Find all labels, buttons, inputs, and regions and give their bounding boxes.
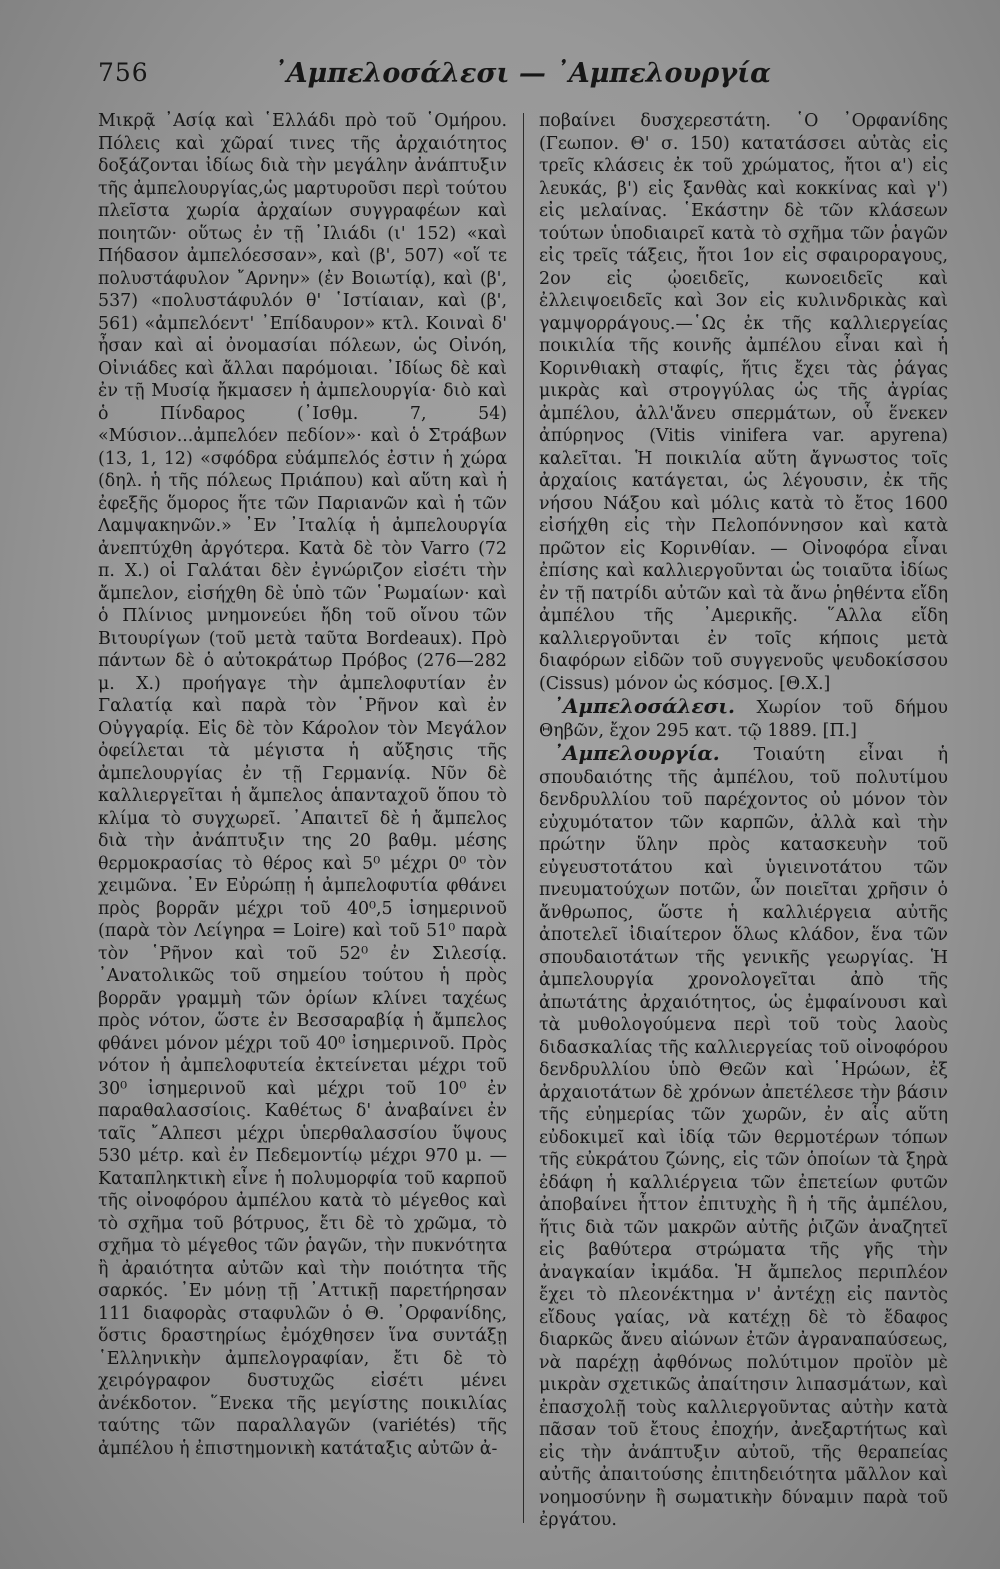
page-header bbox=[98, 54, 946, 100]
entry-headword: ᾿Αμπελουργία. bbox=[553, 741, 720, 765]
entry-body: Χωρίον τοῦ δήμου Θηβῶν, ἔχον 295 κατ. τῷ 1889. [Π.] bbox=[539, 698, 948, 741]
left-column bbox=[98, 110, 507, 1530]
page-number: 756 bbox=[98, 58, 149, 87]
running-title: ᾿Αμπελοσάλεσι — ᾿Αμπελουργία bbox=[273, 58, 771, 89]
entry-ampelosalesi bbox=[539, 695, 948, 742]
entry-headword: ᾿Αμπελοσάλεσι. bbox=[553, 694, 736, 718]
left-column-text: Μικρᾷ ᾿Ασίᾳ καὶ ῾Ελλάδι πρὸ τοῦ ῾Ομήρου. Πόλεις καὶ χῶραί τινες τῆς ἀρχαιότητος δοξάζονται ἰδίως διὰ τὴν μεγάλην ἀνάπτυξιν τῆς ἀμπελουργίας,ὡς μαρτυροῦσι περὶ τούτου πλεῖστα χωρία ἀρχαίων συγγραφέων καὶ ποιητῶν· οὕτως ἐν τῇ ᾿Ιλιάδι (ι' 152) «καὶ Πήδασον ἀμπελόεσσαν», καὶ (β', 507) «οἵ τε πολυστάφυλον ῎Αρνην» (ἐν Βοιωτίᾳ), καὶ (β', 537) «πολυστάφυλόν θ' ῾Ιστίαιαν, καὶ (β', 561) «ἀμπελόεντ' ᾿Επίδαυρον» κτλ. Κοιναὶ δ' ἦσαν καὶ αἱ ὀνομασίαι πόλεων, ὡς Οἰνόη, Οἰνιάδες καὶ ἄλλαι παρόμοιαι. ᾿Ιδίως δὲ καὶ ἐν τῇ Μυσίᾳ ἤκμασεν ἡ ἀμπελουργία· διὸ καὶ ὁ Πίνδαρος (᾿Ισθμ. 7, 54) «Μύσιον...ἀμπελόεν πεδίον»· καὶ ὁ Στράβων (13, 1, 12) «σφόδρα εὐάμπελός ἐστιν ἡ χώρα (δηλ. ἡ τῆς πόλεως Πριάπου) καὶ αὕτη καὶ ἡ ἐφεξῆς ὅμορος ἥτε τῶν Παριανῶν καὶ ἡ τῶν Λαμψακηνῶν.» ᾿Εν ᾿Ιταλίᾳ ἡ ἀμπελουργία ἀνεπτύχθη ἀργότερα. Κατὰ δὲ τὸν Varro (72 π. Χ.) οἱ Γαλάται δὲν ἐγνώριζον εἰσέτι τὴν ἄμπελον, εἰσήχθη δὲ ὑπὸ τῶν ῾Ρωμαίων· καὶ ὁ Πλίνιος μνημονεύει ἤδη τοῦ οἴνου τῶν Βιτουρίγων (τοῦ μετὰ ταῦτα Bordeaux). Πρὸ πάντων δὲ ὁ αὐτοκράτωρ Πρόβος (276—282 μ. Χ.) προήγαγε τὴν ἀμπελοφυτίαν ἐν Γαλατίᾳ καὶ παρὰ τὸν ῾Ρῆνον καὶ ἐν Οὐγγαρίᾳ. Εἰς δὲ τὸν Κάρολον τὸν Μεγάλον ὀφείλεται τὰ μέγιστα ἡ αὔξησις τῆς ἀμπελουργίας ἐν τῇ Γερμανίᾳ. Νῦν δὲ καλλιεργεῖται ἡ ἄμπελος ἁπανταχοῦ ὅπου τὸ κλίμα τὸ συγχωρεῖ. ᾿Απαιτεῖ δὲ ἡ ἄμπελος διὰ τὴν ἀνάπτυξιν της 20 βαθμ. μέσης θερμοκρασίας τὸ θέρος καὶ 5⁰ μέχρι 0⁰ τὸν χειμῶνα. ᾿Εν Εὐρώπῃ ἡ ἀμπελοφυτία φθάνει πρὸς βορρᾶν μέχρι τοῦ 40⁰,5 ἰσημερινοῦ (παρὰ τὸν Λείγηρα = Loire) καὶ τοῦ 51⁰ παρὰ τὸν ῾Ρῆνον καὶ τοῦ 52⁰ ἐν Σιλεσίᾳ. ᾿Ανατολικῶς τοῦ σημείου τούτου ἡ πρὸς βορρᾶν γραμμὴ τῶν ὁρίων κλίνει ταχέως πρὸς νότον, ὥστε ἐν Βεσσαραβίᾳ ἡ ἄμπελος φθάνει μόνον μέχρι τοῦ 40⁰ ἰσημερινοῦ. Πρὸς νότον ἡ ἀμπελοφυτεία ἐκτείνεται μέχρι τοῦ 30⁰ ἰσημερινοῦ καὶ μέχρι τοῦ 10⁰ ἐν παραθαλασσίοις. Καθέτως δ' ἀναβαίνει ἐν ταῖς ῎Αλπεσι μέχρι ὑπερθαλασσίου ὕψους 530 μέτρ. καὶ ἐν Πεδεμοντίῳ μέχρι 970 μ. — Καταπληκτικὴ εἶνε ἡ πολυμορφία τοῦ καρποῦ τῆς οἰνοφόρου ἀμπέλου κατὰ τὸ μέγεθος καὶ τὸ σχῆμα τοῦ βότρυος, ἔτι δὲ τὸ χρῶμα, τὸ σχῆμα τὸ μέγεθος τῶν ῥαγῶν, τὴν πυκνότητα ἢ ἀραιότητα αὐτῶν καὶ τὴν ποιότητα τῆς σαρκός. ᾿Εν μόνῃ τῇ ᾿Αττικῇ παρετήρησαν 111 διαφορὰς σταφυλῶν ὁ Θ. ᾿Ορφανίδης, ὅστις δραστηρίως ἐμόχθησεν ἵνα συντάξῃ ῾Ελληνικὴν ἀμπελογραφίαν, ἔτι δὲ τὸ χειρόγραφον δυστυχῶς εἰσέτι μένει ἀνέκδοτον. ῞Ενεκα τῆς μεγίστης ποικιλίας ταύτης τῶν παραλλαγῶν (variétés) τῆς ἀμπέλου ἡ ἐπιστημονικὴ κατάταξις αὐτῶν ἀ- bbox=[98, 111, 507, 1459]
column-divider bbox=[523, 113, 524, 1523]
right-column bbox=[539, 110, 948, 1530]
entry-ampelourgia bbox=[539, 742, 948, 1530]
entry-continuation: ποβαίνει δυσχερεστάτη. ῾Ο ᾿Ορφανίδης (Γεωπον. Θ' σ. 150) κατατάσσει αὐτὰς εἰς τρεῖς κλάσεις ἐκ τοῦ χρώματος, ἤτοι α') εἰς λευκάς, β') εἰς ξανθὰς καὶ κοκκίνας καὶ γ') εἰς μελαίνας. ῾Εκάστην δὲ τῶν κλάσεων τούτων ὑποδιαιρεῖ κατὰ τὸ σχῆμα τῶν ῥαγῶν εἰς τρεῖς τάξεις, ἤτοι 1ον εἰς σφαιροραγους, 2ον εἰς ᾠοειδεῖς, κωνοειδεῖς καὶ ἐλλειψοειδεῖς καὶ 3ον εἰς κυλινδρικὰς καὶ γαμψορράγους.—῾Ως ἐκ τῆς καλλιεργείας ποικιλία τῆς κοινῆς ἀμπέλου εἶναι καὶ ἡ Κορινθιακὴ σταφίς, ἥτις ἔχει τὰς ῥάγας μικρὰς καὶ στρογγύλας ὡς τῆς ἀγρίας ἀμπέλου, ἀλλ'ἄνευ σπερμάτων, οὗ ἕνεκεν ἀπύρηνος (Vitis vinifera var. apyrena) καλεῖται. Ἡ ποικιλία αὕτη ἄγνωστος τοῖς ἀρχαίοις κατάγεται, ὡς λέγουσιν, ἐκ τῆς νήσου Νάξου καὶ μόλις κατὰ τὸ ἔτος 1600 εἰσήχθη εἰς τὴν Πελοπόννησον καὶ κατὰ πρῶτον εἰς Κορινθίαν. — Οἰνοφόρα εἶναι ἐπίσης καὶ καλλιεργοῦνται ὡς τοιαῦτα ἰδίως ἐν τῇ πατρίδι αὐτῶν καὶ τὰ ἄνω ῥηθέντα εἴδη ἀμπέλου τῆς ᾿Αμερικῆς. ῞Αλλα εἴδη καλλιεργοῦνται ἐν τοῖς κήποις μετὰ διαφόρων εἰδῶν τοῦ συγγενοῦς ψευδοκίσσου (Cissus) μόνον ὡς κόσμος. [Θ.Χ.] bbox=[539, 111, 948, 694]
entry-body: Τοιαύτη εἶναι ἡ σπουδαιότης τῆς ἀμπέλου, τοῦ πολυτίμου δενδρυλλίου τοῦ παρέχοντος οὐ μόνον τὸν εὐχυμότατον τῶν καρπῶν, ἀλλὰ καὶ τὴν πρώτην ὕλην πρὸς κατασκευὴν τοῦ εὐγευστοτάτου καὶ ὑγιεινοτάτου τῶν πνευματούχων ποτῶν, ὧν ποιεῖται χρῆσιν ὁ ἄνθρωπος, ὥστε ἡ καλλιέργεια αὐτῆς ἀποτελεῖ ἰδιαίτερον ὅλως κλάδον, ἕνα τῶν σπουδαιοτάτων τῆς γενικῆς γεωργίας. Ἡ ἀμπελουργία χρονολογεῖται ἀπὸ τῆς ἀπωτάτης ἀρχαιότητος, ὡς ἐμφαίνουσι καὶ τὰ μυθολογούμενα περὶ τοῦ τοὺς λαοὺς διδασκαλίας τῆς καλλιεργείας τοῦ οἰνοφόρου δενδρυλλίου ὑπὸ Θεῶν καὶ ῾Ηρώων, ἐξ ἀρχαιοτάτων δὲ χρόνων ἀπετέλεσε τὴν βάσιν τῆς εὐημερίας τῶν χωρῶν, ἐν αἷς αὕτη εὐδοκιμεῖ καὶ ἰδίᾳ τῶν θερμοτέρων τόπων τῆς εὐκράτου ζώνης, εἰς τῶν ὁποίων τὰ ξηρὰ ἐδάφη ἡ καλλιέργεια τῶν ἐπετείων φυτῶν ἀποβαίνει ἧττον ἐπιτυχὴς ἢ ἡ τῆς ἀμπέλου, ἥτις διὰ τῶν μακρῶν αὐτῆς ῥιζῶν ἀναζητεῖ εἰς βαθύτερα στρώματα τῆς γῆς τὴν ἀναγκαίαν ἰκμάδα. Ἡ ἄμπελος περιπλέον ἔχει τὸ πλεονέκτημα ν' ἀντέχῃ εἰς παντὸς εἴδους γαίας, νὰ κατέχῃ δὲ τὸ ἔδαφος διαρκῶς ἄνευ αἰώνων ἐτῶν ἀγραναπαύσεως, νὰ παρέχῃ ἀφθόνως πολύτιμον προϊὸν μὲ μικρὰν σχετικῶς ἀπαίτησιν λιπασμάτων, καὶ ἐπασχολῇ τοὺς καλλιεργοῦντας αὐτὴν κατὰ πᾶσαν τοῦ ἔτους ἐποχήν, ἀνεξαρτήτως καὶ εἰς τὴν ἀνάπτυξιν αὐτοῦ, τῆς θεραπείας αὐτῆς ἀπαιτούσης ἐπιτηδειότητα μᾶλλον καὶ νοημοσύνην ἢ σωματικὴν δύναμιν παρὰ τοῦ ἐργάτου. bbox=[539, 745, 948, 1530]
